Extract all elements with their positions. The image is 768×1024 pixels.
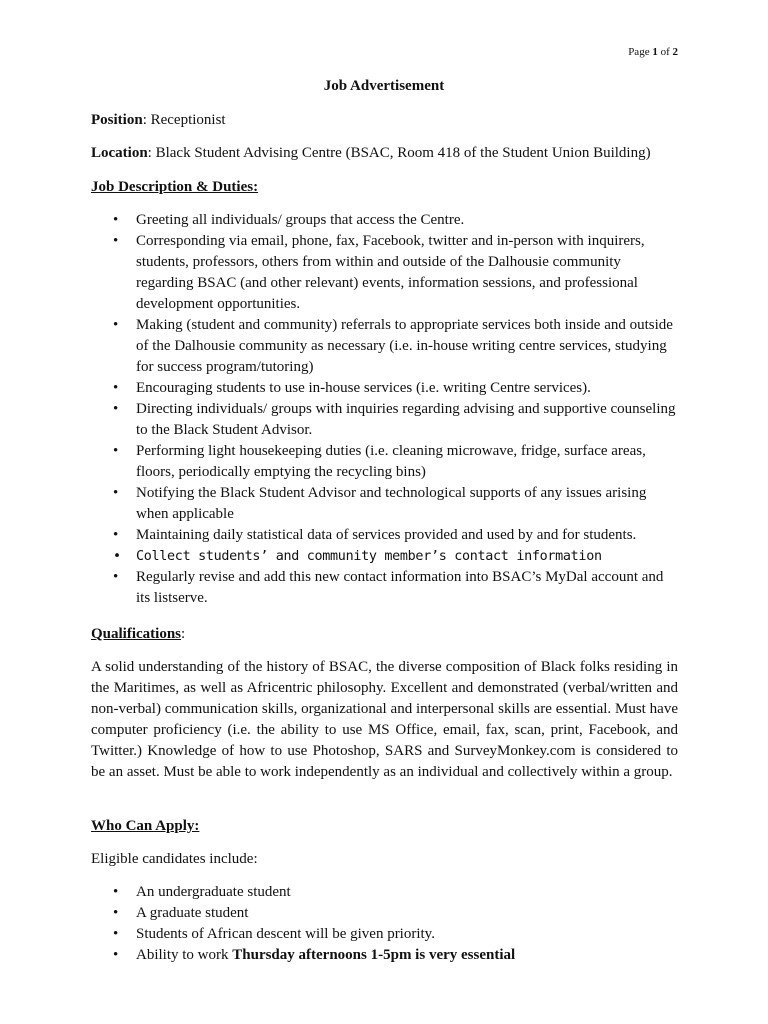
duty-item: • Greeting all individuals/ groups that access the Centre. bbox=[91, 210, 681, 231]
page-number-total: 2 bbox=[672, 46, 678, 58]
qualifications-text: A solid understanding of the history of BSAC, the diverse composition of Black folks residing in the Maritimes, as well as Africentric philosophy. Excellent and demonstrated (verbal/written and non-verbal) communication skills, organizational and interpersonal skills are essential. Must have computer proficiency (i.e. the ability to use MS Office, email, fax, scan, print, Facebook, and Twitter.) Knowledge of how to use Photoshop, SARS and SurveyMonkey.com is considered to be an asset. Must be able to work independently as an individual and collectively within a group. bbox=[91, 659, 678, 780]
page-number-middle: of bbox=[657, 46, 673, 58]
document-title: Job Advertisement bbox=[323, 78, 445, 94]
duty-item: • Directing individuals/ groups with inquiries regarding advising and supportive counseling to the Black Student Advisor. bbox=[91, 399, 681, 441]
eligible-item: • Students of African descent will be given priority. bbox=[91, 924, 681, 945]
location-label: Location bbox=[91, 145, 148, 161]
page-number bbox=[628, 45, 678, 59]
eligible-item-emphasis: Thursday afternoons 1-5pm is very essential bbox=[232, 947, 516, 963]
page-number-prefix: Page bbox=[628, 46, 653, 58]
eligible-item bbox=[91, 945, 681, 966]
position-field bbox=[91, 110, 226, 131]
duties-heading: Job Description & Duties: bbox=[91, 179, 259, 195]
duty-item: • Regularly revise and add this new contact information into BSAC’s MyDal account and its listserve. bbox=[91, 567, 681, 609]
eligible-item-prefix: Ability to work bbox=[136, 947, 233, 963]
duty-item: • Performing light housekeeping duties (i.e. cleaning microwave, fridge, surface areas, floors, periodically emptying the recycling bins) bbox=[91, 441, 681, 483]
page-number-current: 1 bbox=[652, 46, 658, 58]
duty-item: • Notifying the Black Student Advisor and technological supports of any issues arising when applicable bbox=[91, 483, 681, 525]
eligible-intro: Eligible candidates include: bbox=[91, 851, 258, 867]
location-field bbox=[91, 143, 651, 164]
position-value: : Receptionist bbox=[142, 112, 226, 128]
duty-item: • Making (student and community) referrals to appropriate services both inside and outside of the Dalhousie community as necessary (i.e. in-house writing centre services, studying for success program/tutoring) bbox=[91, 315, 681, 378]
qualifications-heading-suffix: : bbox=[181, 626, 186, 642]
location-value: : Black Student Advising Centre (BSAC, Room 418 of the Student Union Building) bbox=[147, 145, 651, 161]
duty-item: • Collect students’ and community member’s contact information bbox=[91, 546, 681, 567]
eligible-item: • An undergraduate student bbox=[91, 882, 681, 903]
qualifications-heading-line bbox=[91, 624, 185, 645]
duty-item: • Encouraging students to use in-house services (i.e. writing Centre services). bbox=[91, 378, 681, 399]
qualifications-heading: Qualifications bbox=[91, 626, 182, 642]
who-can-apply-heading: Who Can Apply: bbox=[91, 818, 200, 834]
eligible-list bbox=[91, 882, 681, 966]
duties-list bbox=[91, 210, 681, 609]
eligible-item: • A graduate student bbox=[91, 903, 681, 924]
position-label: Position bbox=[91, 112, 143, 128]
duty-item: • Corresponding via email, phone, fax, Facebook, twitter and in-person with inquirers, students, professors, others from within and outside of the Dalhousie community regarding BSAC (and other relevant) events, information sessions, and professional development opportunities. bbox=[91, 231, 681, 315]
duty-item: • Maintaining daily statistical data of services provided and used by and for students. bbox=[91, 525, 681, 546]
